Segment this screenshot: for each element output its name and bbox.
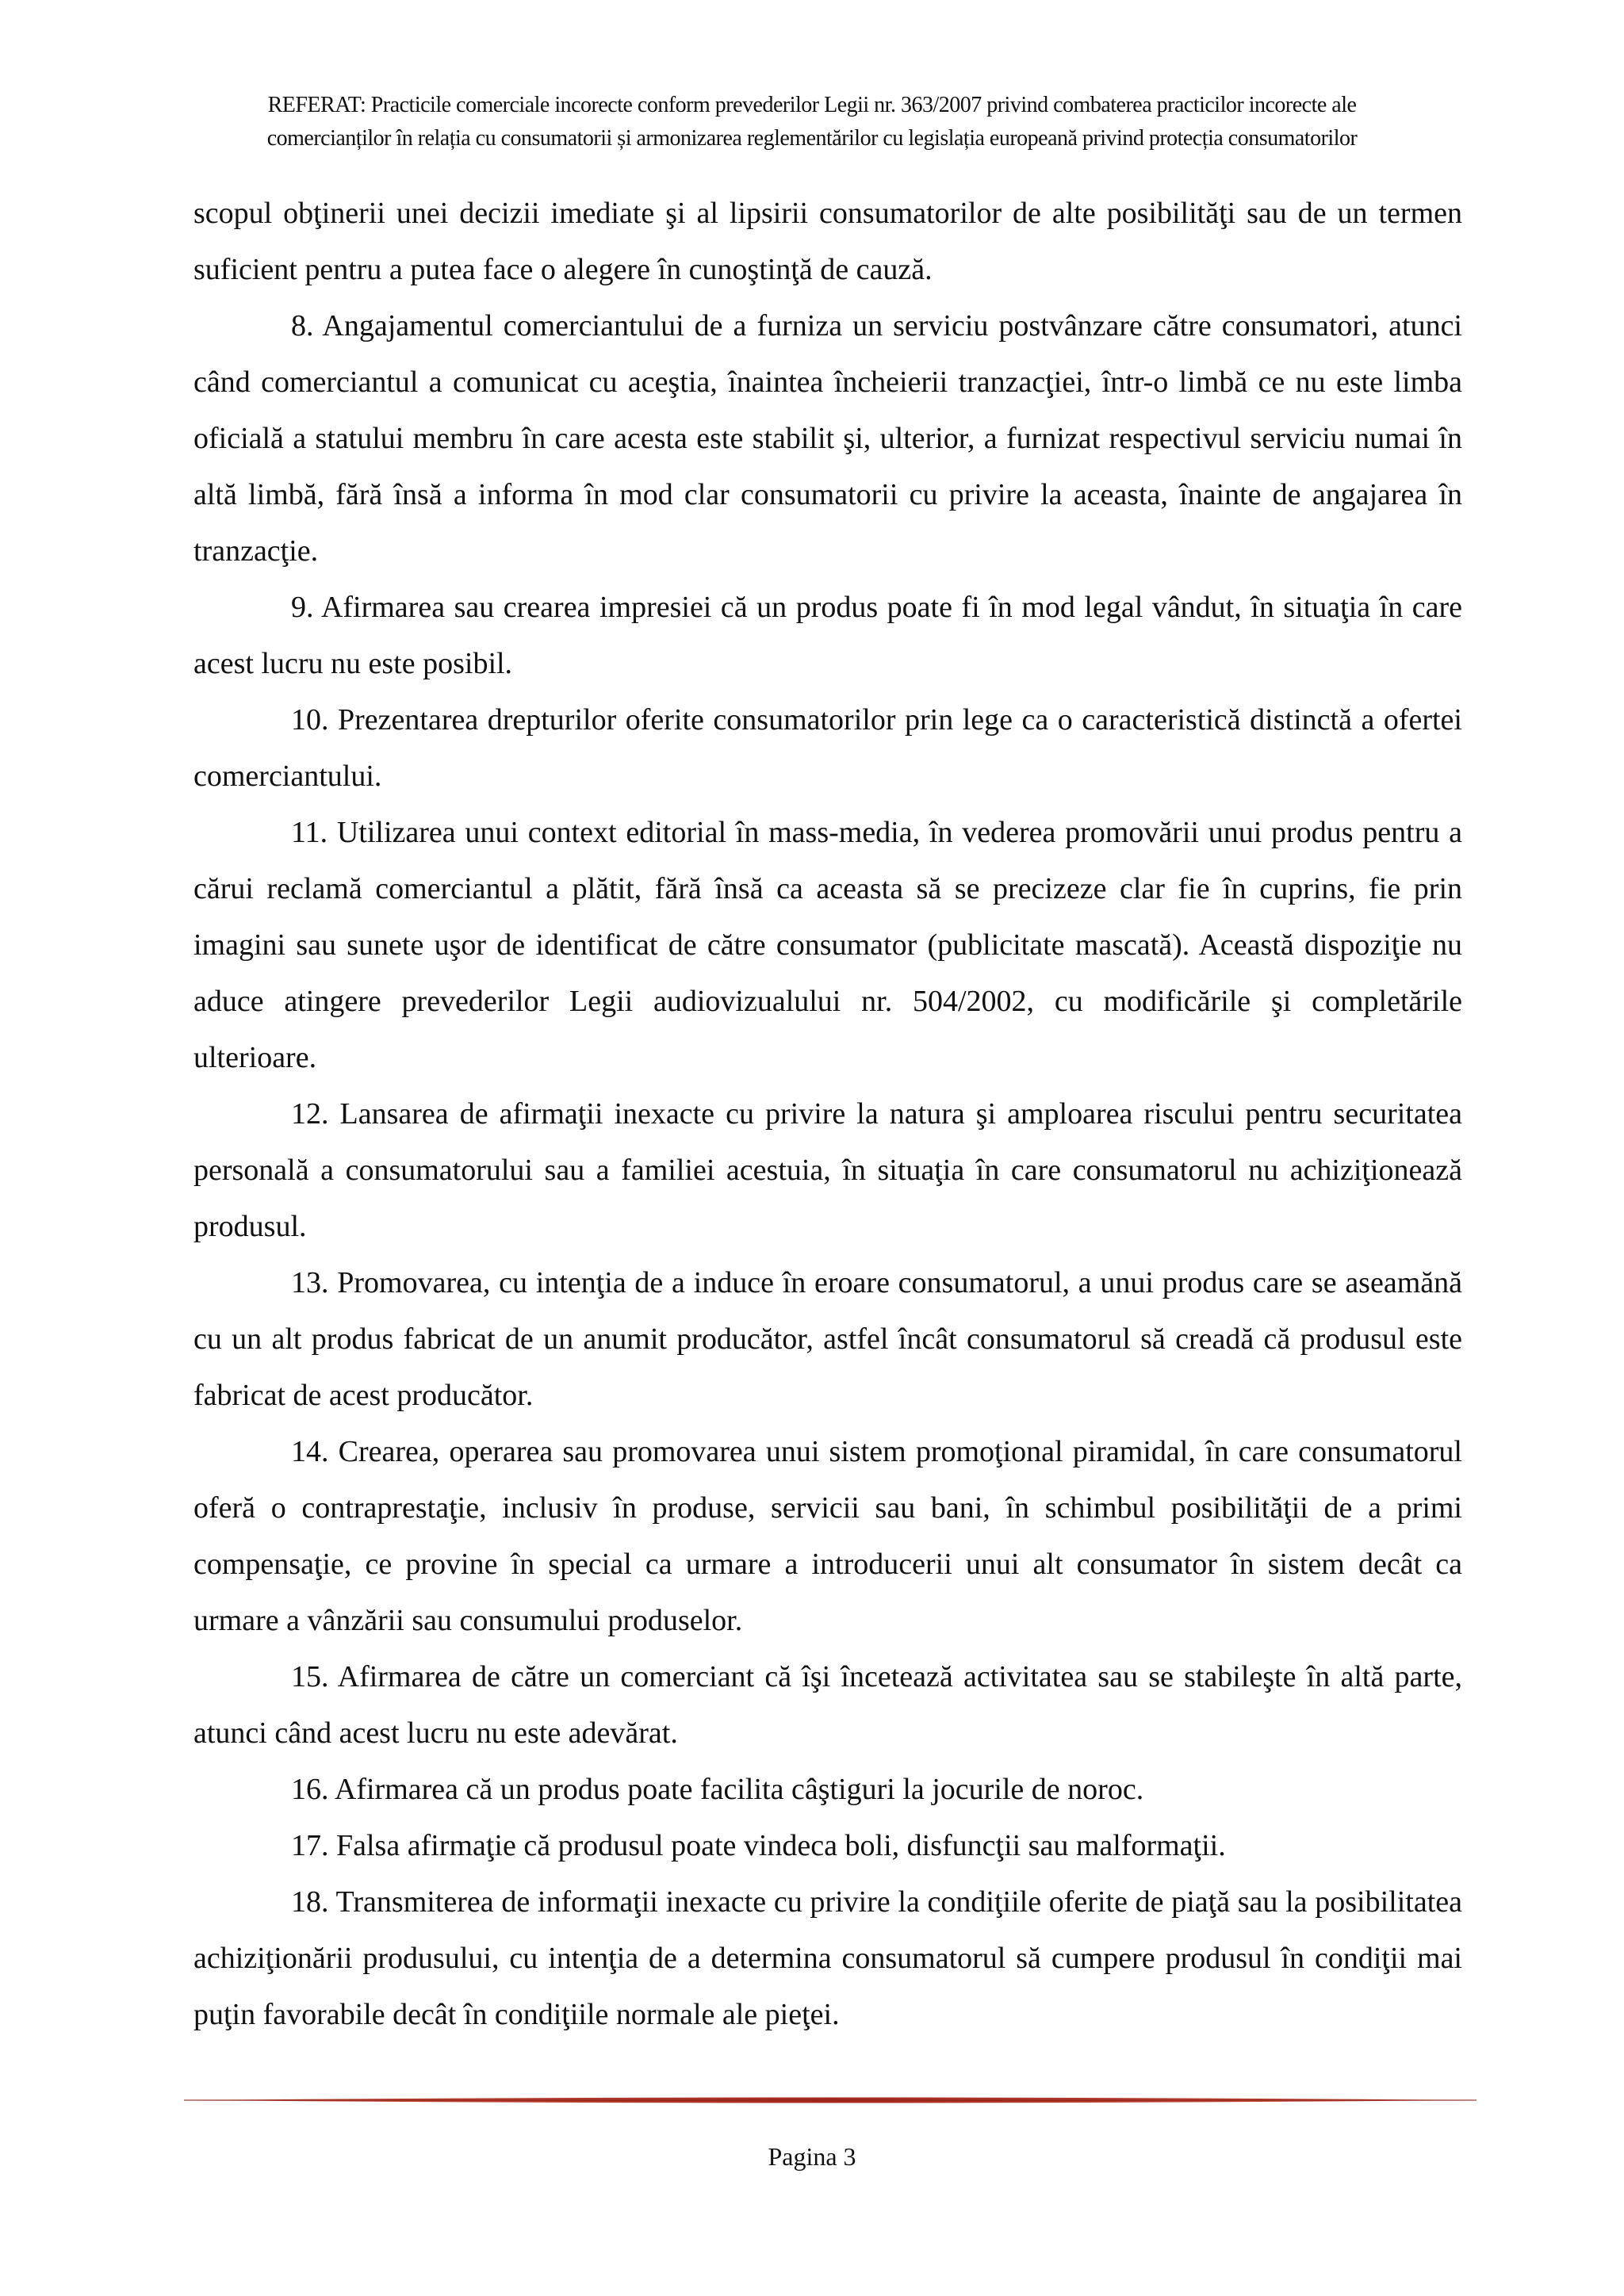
list-item-9: 9. Afirmarea sau crearea impresiei că un produs poate fi în mod legal vândut, în situaţia în care acest lucru nu este posibil. — [193, 591, 1462, 680]
page-header — [143, 89, 1481, 155]
list-item-14: 14. Crearea, operarea sau promovarea unui sistem promoţional piramidal, în care consumatorul oferă o contraprestaţie, inclusiv în produse, servicii sau bani, în schimbul posibilităţii de a primi compensaţie, ce provine în special ca urmare a introducerii unui alt consumator în sistem decât ca urmare a vânzării sau consumului produselor. — [193, 1435, 1462, 1637]
header-line-2: comercianților în relația cu consumatorii și armonizarea reglementărilor cu legislația europeană privind protecția consumatorilor — [266, 126, 1358, 151]
list-item-12: 12. Lansarea de afirmaţii inexacte cu privire la natura şi amploarea riscului pentru securitatea personală a consumatorului sau a familiei acestuia, în situaţia în care consumatorul nu achiziţionează produsul. — [193, 1097, 1462, 1243]
page-number: Pagina 3 — [768, 2142, 856, 2171]
footer-divider — [179, 2093, 1481, 2107]
list-item-10: 10. Prezentarea drepturilor oferite consumatorilor prin lege ca o caracteristică distinctă a ofertei comerciantului. — [193, 703, 1462, 793]
document-body — [193, 186, 1462, 2043]
list-item-15: 15. Afirmarea de către un comerciant că îşi încetează activitatea sau se stabileşte în altă parte, atunci când acest lucru nu este adevărat. — [193, 1660, 1462, 1750]
list-item-11: 11. Utilizarea unui context editorial în mass-media, în vederea promovării unui produs pentru a cărui reclamă comerciantul a plătit, fără însă ca aceasta să se precizeze clar fie în cuprins, fie prin imagini sau sunete uşor de identificat de către consumator (publicitate mascată). Această dispoziţie nu aduce atingere prevederilor Legii audiovizualului nr. 504/2002, cu modificările şi completările ulterioare. — [193, 816, 1462, 1074]
list-item-17: 17. Falsa afirmaţie că produsul poate vindeca boli, disfuncţii sau malformaţii. — [291, 1829, 1226, 1862]
list-item-13: 13. Promovarea, cu intenţia de a induce în eroare consumatorul, a unui produs care se aseamănă cu un alt produs fabricat de un anumit producător, astfel încât consumatorul să creadă că produsul este fabricat de acest producător. — [193, 1266, 1462, 1412]
header-line-1: REFERAT: Practicile comerciale incorecte conform prevederilor Legii nr. 363/2007 privind combaterea practicilor incorecte ale — [267, 93, 1357, 117]
list-item-16: 16. Afirmarea că un produs poate facilita câştiguri la jocurile de noroc. — [291, 1773, 1144, 1806]
list-item-8: 8. Angajamentul comerciantului de a furniza un serviciu postvânzare către consumatori, atunci când comerciantul a comunicat cu aceştia, înaintea încheierii tranzacţiei, într-o limbă ce nu este limba oficială a statului membru în care acesta este stabilit şi, ulterior, a furnizat respectivul serviciu numai în altă limbă, fără însă a informa în mod clar consumatorii cu privire la aceasta, înainte de angajarea în tranzacţie. — [193, 309, 1462, 568]
footer-divider-graphic — [179, 2093, 1481, 2107]
list-item-18: 18. Transmiterea de informaţii inexacte cu privire la condiţiile oferite de piaţă sau la posibilitatea achiziţionării produsului, cu intenţia de a determina consumatorul să cumpere produsul în condiţii mai puţin favorabile decât în condiţiile normale ale pieţei. — [193, 1885, 1462, 2031]
paragraph-continuation: scopul obţinerii unei decizii imediate şi al lipsirii consumatorilor de alte posibilităţi sau de un termen suficient pentru a putea face o alegere în cunoştinţă de cauză. — [193, 197, 1462, 286]
